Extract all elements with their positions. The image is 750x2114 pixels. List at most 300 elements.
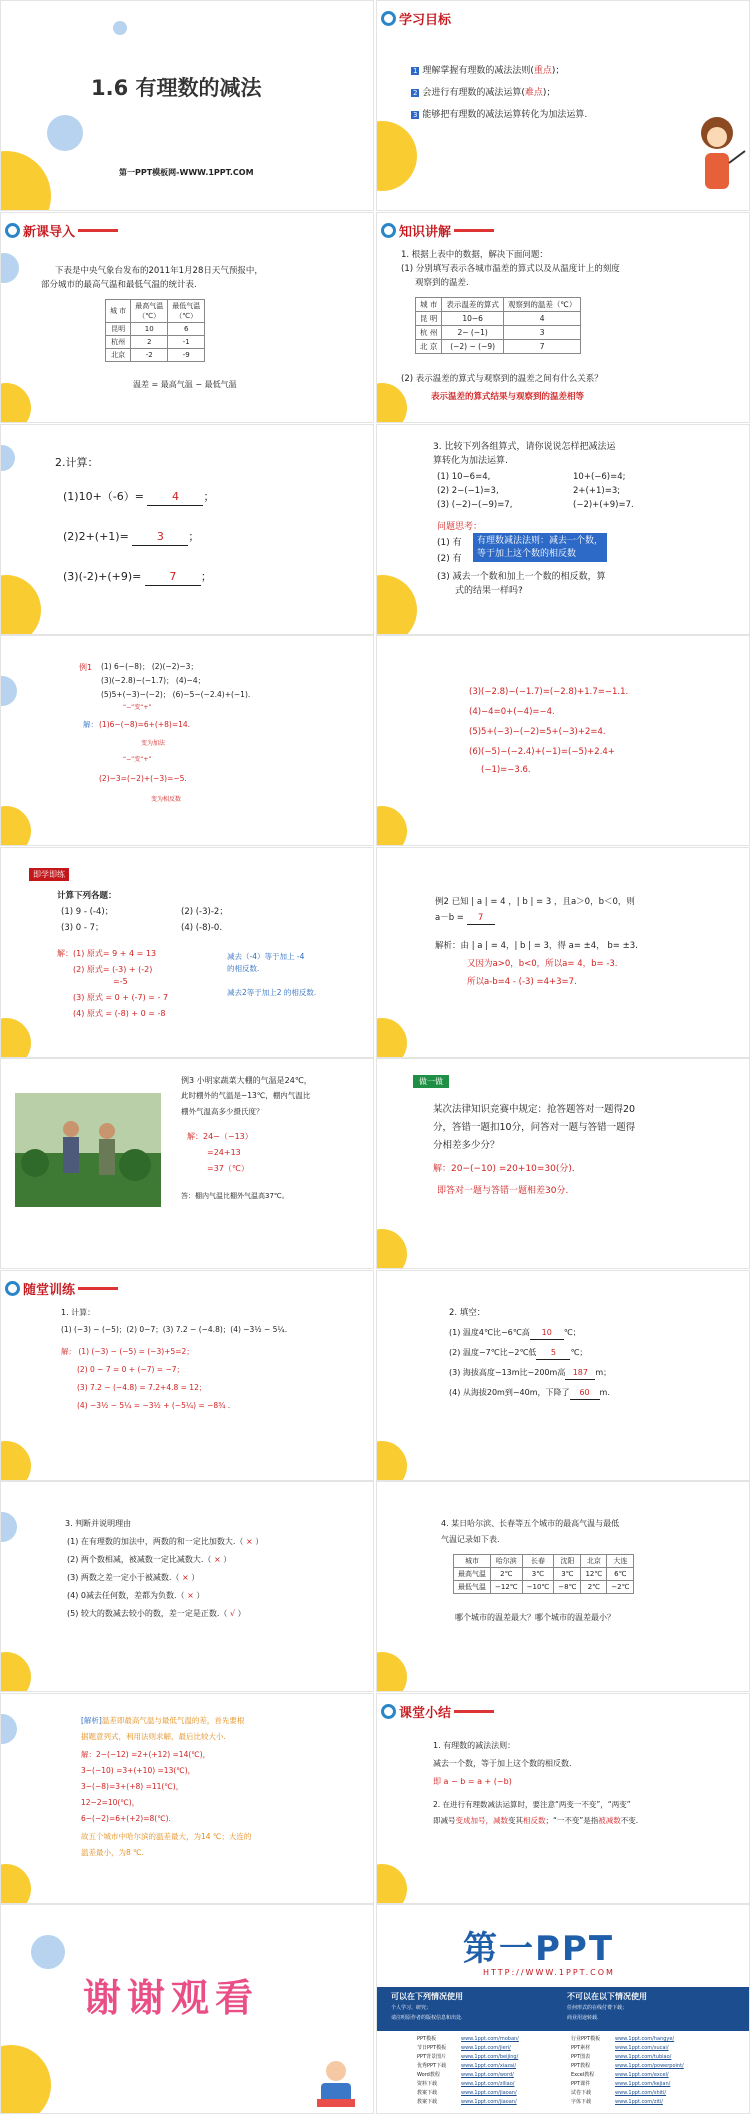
slide-copyright[interactable]: [376, 1904, 750, 2114]
example-text: 例2 已知 | a | = 4 ，| b | = 3 ，且a＞0，b＜0，则: [435, 897, 635, 907]
resource-link-label: Word教程: [417, 2072, 440, 2078]
table-cell: 10−6: [442, 312, 504, 326]
section-header: [381, 9, 451, 28]
analysis-text: 温差即最高气温与最低气温的差，首先要根: [101, 1716, 245, 1725]
question-text: 哪个城市的温差最大？哪个城市的温差最小？: [455, 1613, 615, 1622]
decor-circle: [376, 1652, 407, 1692]
question-item: (3) 减去一个数和加上一个数的相反数，算: [437, 572, 606, 582]
table-row: [454, 1581, 634, 1594]
judge-text: (5) 较大的数减去较小的数，差一定是正数.（: [67, 1609, 228, 1618]
fill-answer: 10: [530, 1327, 564, 1340]
solution-line: (3)(−2.8)−(−1.7)=(−2.8)+1.7=−1.1.: [469, 687, 629, 697]
table-cell: 昆明: [106, 323, 131, 336]
goal-emphasis: 重点: [533, 66, 552, 76]
punctuation: ；: [203, 490, 215, 503]
problem-item: (3) 0 - 7；: [61, 923, 104, 933]
resource-link[interactable]: [571, 2044, 684, 2053]
solution-line: 3−(−8)=3+(+8) =11(℃)，: [81, 1782, 184, 1791]
resource-link-label: PPT素材: [571, 2045, 591, 2051]
summary-rule: [433, 1816, 638, 1827]
table-cell: 北 京: [416, 340, 442, 354]
example-text: a－b =: [435, 913, 464, 923]
solution-line: (4)−4=0+(−4)=−4.: [469, 707, 555, 717]
header-icon: [5, 1281, 20, 1296]
note: “−”变“+”: [123, 704, 152, 711]
example-label: 例1: [79, 663, 93, 672]
analysis-intro: [81, 1716, 244, 1727]
resource-link-url[interactable]: www.1ppt.com/ziti/: [615, 2099, 663, 2105]
problem-line: (1) 6−(−8)； (2)(−2)−3；: [101, 662, 198, 671]
table-cell: 昆 明: [416, 312, 442, 326]
resource-link-label: PPT课件: [571, 2081, 591, 2087]
weather-table: [105, 299, 205, 362]
summary-text: 减去一个数，等于加上这个数的相反数.: [433, 1759, 572, 1768]
punctuation: ）: [191, 1573, 200, 1582]
decor-circle: [47, 115, 83, 151]
calc-1: [63, 489, 214, 506]
resource-link[interactable]: [571, 2053, 684, 2062]
decor-circle: [376, 1441, 407, 1481]
judge-1: [67, 1536, 263, 1548]
resource-link-url[interactable]: www.1ppt.com/ziliao/: [461, 2081, 515, 2087]
resource-link[interactable]: [417, 2080, 519, 2089]
calc-2: [63, 529, 199, 546]
fill-unit: ℃；: [570, 1348, 588, 1357]
resource-links-right: [571, 2035, 684, 2107]
resource-link-label: 试卷下载: [571, 2090, 592, 2096]
table-cell: 4: [503, 312, 580, 326]
solution-line: (2)−3=(−2)+(−3)=−5.: [99, 774, 187, 783]
think-label: 问题思考：: [437, 522, 483, 532]
table-cell: 10: [131, 323, 168, 336]
question-text: 气温记录如下表.: [441, 1535, 500, 1544]
site-name: 第一PPT模板网-WWW.1PPT.COM: [119, 168, 254, 177]
goal-text: 理解掌握有理数的减法法则(: [422, 66, 534, 76]
summary-text: 2. 在进行有理数减法运算时，要注意“两变一不变”，“两变”: [433, 1800, 631, 1809]
example-text: 此时棚外的气温是−13℃，棚内气温比: [181, 1091, 311, 1100]
resource-link-url[interactable]: www.1ppt.com/shiti/: [615, 2090, 667, 2096]
calc-answer: 3: [132, 529, 188, 546]
slide-example1-cont[interactable]: [376, 635, 750, 846]
summary-formula: 即 a − b = a + (−b): [433, 1777, 512, 1786]
header-underline: [454, 229, 494, 232]
judge-text: (4) 0减去任何数，差都为负数.（: [67, 1591, 185, 1600]
resource-link[interactable]: [571, 2062, 684, 2071]
resource-links-left: [417, 2035, 519, 2107]
resource-link-label: 教案下载: [417, 2099, 438, 2105]
thanks-text: 谢谢观看: [83, 1976, 260, 2020]
judge-heading: 3. 判断并说明理由: [65, 1519, 132, 1528]
judge-mark: ×: [213, 1555, 221, 1564]
fill-text: (3) 海拔高度−13m比−200m高: [449, 1368, 566, 1377]
decor-circle: [376, 1864, 407, 1904]
resource-link-url[interactable]: www.1ppt.com/beijing/: [461, 2054, 519, 2060]
resource-link-url[interactable]: www.1ppt.com/sucai/: [615, 2045, 669, 2051]
slide-example1[interactable]: [0, 635, 374, 846]
decor-circle: [376, 1229, 407, 1269]
resource-link-label: Excel教程: [571, 2072, 595, 2078]
analysis-line: 又因为a>0，b<0，所以a= 4，b= -3.: [467, 959, 618, 969]
table-cell: -9: [168, 349, 205, 362]
table-cell: 2− (−1): [442, 326, 504, 340]
calc-expression: (3)(-2)+(+9)=: [63, 570, 142, 583]
usage-cannot-heading: 不可以在以下情况使用: [567, 1992, 647, 2001]
child-reading-icon: [311, 2055, 361, 2111]
fill-text: (4) 从海拔20m到−40m，下降了: [449, 1388, 570, 1397]
resource-link-url[interactable]: www.1ppt.com/powerpoint/: [615, 2063, 684, 2069]
note: “−”变“+”: [123, 756, 152, 763]
goal-number: 3: [413, 111, 418, 119]
table-header: 最低气温 （℃）: [168, 300, 205, 323]
question-text: (2) 表示温差的算式与观察到的温差之间有什么关系？: [401, 374, 603, 384]
table-cell: 7: [503, 340, 580, 354]
slide-practice[interactable]: [0, 847, 374, 1058]
slide-drill1[interactable]: [0, 1270, 374, 1481]
section-header: [381, 1702, 494, 1721]
rule-text: 等于加上这个数的相反数: [477, 548, 577, 559]
conclusion-text: 故五个城市中哈尔滨的温差最大，为14 ℃；大连的: [81, 1832, 252, 1841]
calc-expression: (2)2+(+1)=: [63, 530, 129, 543]
formula: 10+(−6)=4;: [573, 472, 626, 482]
problem-item: (1) 9 - (-4)；: [61, 907, 114, 917]
punctuation: ；: [188, 530, 200, 543]
answer-text: 答：棚内气温比棚外气温高37℃。: [181, 1192, 289, 1200]
table-cell: (−2) − (−9): [442, 340, 504, 354]
section-header: [5, 1279, 118, 1298]
goal-text: 会进行有理数的减法运算(: [422, 88, 525, 98]
slide-thanks[interactable]: [0, 1904, 374, 2114]
resource-link-label: 行业PPT模板: [571, 2036, 601, 2042]
resource-link[interactable]: [417, 2071, 519, 2080]
resource-link[interactable]: [571, 2098, 684, 2107]
header-icon: [381, 223, 396, 238]
judge-text: (1) 在有理数的加法中，两数的和一定比加数大.（: [67, 1537, 244, 1546]
resource-link[interactable]: [417, 2044, 519, 2053]
table-row: [106, 349, 205, 362]
decor-circle: [0, 1652, 31, 1692]
resource-link-url[interactable]: www.1ppt.com/excel/: [615, 2072, 669, 2078]
slide-explain[interactable]: [376, 212, 750, 423]
table-header: 北京: [581, 1555, 607, 1568]
question-item: (2) 有: [437, 554, 462, 564]
question-item: 式的结果一样吗?: [455, 586, 523, 596]
resource-link[interactable]: [571, 2089, 684, 2098]
page-title: 1.6 有理数的减法: [91, 76, 262, 100]
punctuation: ）: [237, 1609, 246, 1618]
resource-link[interactable]: [571, 2080, 684, 2089]
formula: (−2)+(+9)=7.: [573, 500, 634, 510]
header-label: 课堂小结: [399, 1702, 451, 1721]
rule-text: 有理数减法法则：减去一个数，: [477, 536, 604, 546]
header-label: 随堂训练: [23, 1279, 75, 1298]
solution-line: =24+13: [207, 1148, 241, 1157]
question-text: 算转化为加法运算.: [433, 456, 508, 466]
resource-link-url[interactable]: www.1ppt.com/tubiao/: [615, 2054, 672, 2060]
table-cell: −2℃: [607, 1581, 634, 1594]
decor-circle: [376, 1018, 407, 1058]
greenhouse-photo-icon: [15, 1093, 161, 1207]
analysis-label: [解析]: [81, 1716, 102, 1725]
solution-line: 12−2=10(℃)，: [81, 1798, 140, 1807]
slide-example3[interactable]: [0, 1058, 374, 1269]
fill-unit: m；: [595, 1368, 612, 1377]
resource-link-url[interactable]: www.1ppt.com/jieri/: [461, 2045, 511, 2051]
goal-text: )；: [551, 66, 565, 76]
resource-link[interactable]: [417, 2098, 519, 2107]
table-header: 城 市: [106, 300, 131, 323]
table-header: 表示温差的算式: [442, 298, 504, 312]
table-header: 大连: [607, 1555, 634, 1568]
goal-text: )；: [542, 88, 556, 98]
solution-line: (6)(−5)−(−2.4)+(−1)=(−5)+2.4+: [469, 747, 615, 757]
judge-text: (3) 两数之差一定小于被减数.（: [67, 1573, 180, 1582]
header-icon: [381, 1704, 396, 1719]
judge-text: (2) 两个数相减，被减数一定比减数大.（: [67, 1555, 212, 1564]
table-cell: 杭州: [106, 336, 131, 349]
judge-2: [67, 1554, 231, 1566]
resource-link-url[interactable]: www.1ppt.com/word/: [461, 2072, 514, 2078]
resource-link[interactable]: [417, 2089, 519, 2098]
resource-link-label: PPT模板: [417, 2036, 437, 2042]
table-cell: −12℃: [491, 1581, 523, 1594]
resource-link-label: PPT背景图片: [417, 2054, 447, 2060]
usage-item: 个人学习、研究；: [391, 2005, 432, 2011]
resource-link-url[interactable]: www.1ppt.com/hangye/: [615, 2036, 675, 2042]
slide-drill2[interactable]: [376, 1270, 750, 1481]
question-text: (1) 分别填写表示各城市温差的算式以及从温度计上的刻度: [401, 264, 620, 274]
table-cell: 2℃: [581, 1581, 607, 1594]
usage-item: 请注明原作者的版权信息和出处.: [391, 2015, 463, 2021]
fill-answer: 5: [536, 1347, 570, 1360]
solution-line: (4) 原式 = (-8) + 0 = -8: [73, 1009, 166, 1018]
decor-circle: [0, 2045, 51, 2114]
slide-judge[interactable]: [0, 1481, 374, 1692]
fill-answer: 187: [565, 1367, 595, 1380]
problem-line: (5)5+(−3)−(−2)； (6)−5−(−2.4)+(−1).: [101, 690, 251, 699]
decor-circle: [31, 1935, 65, 1969]
solution-line: 解：(1) 原式= 9 + 4 = 13: [57, 949, 157, 958]
brand-logo: 第一PPT: [463, 1929, 615, 1969]
table-cell: 3℃: [554, 1568, 581, 1581]
goal-number: 1: [413, 67, 418, 75]
table-header: 城 市: [416, 298, 442, 312]
decor-circle: [0, 383, 31, 423]
solution-line: (5)5+(−3)−(−2)=5+(−3)+2=4.: [469, 727, 606, 737]
header-label: 学习目标: [399, 9, 451, 28]
punctuation: ）: [196, 1591, 205, 1600]
table-row: [454, 1568, 634, 1581]
resource-link-label: 字体下载: [571, 2099, 592, 2105]
section-header: [5, 221, 118, 240]
slide-cities[interactable]: [376, 1481, 750, 1692]
solution-line: 解：24−（−13）: [187, 1132, 253, 1141]
table-cell: 杭 州: [416, 326, 442, 340]
resource-link-url[interactable]: www.1ppt.com/kejian/: [615, 2081, 671, 2087]
header-underline: [454, 1710, 494, 1713]
resource-link[interactable]: [417, 2035, 519, 2044]
resource-link-url[interactable]: www.1ppt.com/moban/: [461, 2036, 519, 2042]
solution-line: (−1)=−3.6.: [481, 765, 531, 775]
table-header: 哈尔滨: [491, 1555, 523, 1568]
summary-text: 变其: [508, 1816, 523, 1825]
slide-analysis[interactable]: [0, 1693, 374, 1904]
summary-text: 1. 有理数的减法法则：: [433, 1741, 516, 1750]
goal-emphasis: 难点: [524, 88, 543, 98]
slide-compare[interactable]: [376, 424, 750, 635]
table-header-row: [106, 300, 205, 323]
analysis-line: 解析：由 | a | = 4，| b | = 3，得 a= ±4， b= ±3.: [435, 941, 638, 951]
note: 变为相反数: [151, 796, 182, 803]
table-cell: -1: [168, 336, 205, 349]
judge-4: [67, 1590, 204, 1602]
analysis-text: 据题意列式，利用法则求解，最后比较大小.: [81, 1732, 226, 1741]
temperature-table: [415, 297, 581, 354]
resource-link-url[interactable]: www.1ppt.com/xiazai/: [461, 2063, 517, 2069]
section-header: [381, 221, 494, 240]
decor-circle: [113, 21, 127, 35]
goal-3: [411, 109, 587, 122]
problem-text: 分，答错一题扣10分，问答对一题与答错一题得: [433, 1122, 636, 1133]
table-row: [416, 326, 581, 340]
punctuation: ）: [255, 1537, 264, 1546]
formula: 温差 = 最高气温 − 最低气温: [133, 380, 237, 389]
table-cell: 北京: [106, 349, 131, 362]
fill-2: [449, 1347, 587, 1360]
resource-link[interactable]: [417, 2053, 519, 2062]
fill-unit: ℃；: [563, 1328, 581, 1337]
judge-5: [67, 1608, 246, 1620]
header-label: 新课导入: [23, 221, 75, 240]
drill-question: (1) (−3) − (−5)；(2) 0−7；(3) 7.2 − (−4.8)；(4) −3½ − 5¼.: [61, 1325, 288, 1334]
example-text: 例3 小明家蔬菜大棚的气温是24℃，: [181, 1076, 312, 1085]
table-header: 长春: [522, 1555, 554, 1568]
header-icon: [381, 11, 396, 26]
drill-heading: 2. 填空：: [449, 1308, 486, 1318]
example-answer: 7: [467, 912, 495, 925]
conclusion-text: 温差最小，为8 ℃.: [81, 1848, 144, 1857]
slide-intro[interactable]: [0, 212, 374, 423]
judge-mark: ×: [181, 1573, 189, 1582]
header-underline: [78, 1287, 118, 1290]
resource-link-url[interactable]: www.1ppt.com/jiaoan/: [461, 2090, 517, 2096]
calc-expression: (1)10+（-6）=: [63, 490, 144, 503]
table-header-row: [416, 298, 581, 312]
try-badge: 做一做: [413, 1075, 449, 1088]
table-cell: 12℃: [581, 1568, 607, 1581]
resource-link-url[interactable]: www.1ppt.com/jiaoan/: [461, 2099, 517, 2105]
drill-heading: 1. 计算：: [61, 1308, 96, 1317]
resource-link[interactable]: [571, 2071, 684, 2080]
practice-heading: 计算下列各题：: [57, 891, 117, 901]
slide-calc[interactable]: [0, 424, 374, 635]
table-header: 最高气温 （℃）: [131, 300, 168, 323]
question-text: 1. 根据上表中的数据，解决下面问题：: [401, 250, 548, 260]
decor-circle: [0, 1512, 17, 1542]
formula: (1) 10−6=4,: [437, 472, 491, 482]
resource-link-label: 资料下载: [417, 2081, 438, 2087]
calc-answer: 4: [147, 489, 203, 506]
question-text: 3. 比较下列各组算式，请你说说怎样把减法运: [433, 442, 616, 452]
solution-line: =37（℃）: [207, 1164, 249, 1173]
header-label: 知识讲解: [399, 221, 451, 240]
table-cell: 2℃: [491, 1568, 523, 1581]
table-cell: 6℃: [607, 1568, 634, 1581]
calc-heading: 2.计算：: [55, 456, 99, 469]
resource-link-label: PPT教程: [571, 2063, 591, 2069]
decor-circle: [0, 1714, 17, 1744]
table-header-row: [454, 1555, 634, 1568]
table-cell: 3: [503, 326, 580, 340]
example-blank: [435, 912, 495, 925]
fill-answer: 60: [570, 1387, 600, 1400]
table-cell: 3℃: [522, 1568, 554, 1581]
calc-answer: 7: [145, 569, 201, 586]
question-item: (1) 有: [437, 538, 462, 548]
solution-line: (2) 0 − 7 = 0 + (−7) = −7；: [77, 1365, 184, 1374]
summary-text: 不变.: [620, 1816, 639, 1825]
summary-emphasis: 变成加号，: [455, 1816, 493, 1825]
summary-emphasis: 相反数: [523, 1816, 546, 1825]
example-text: 棚外气温高多少摄氏度？: [181, 1107, 264, 1116]
summary-text: 即减号: [433, 1816, 456, 1825]
judge-3: [67, 1572, 199, 1584]
table-cell: 最高气温: [454, 1568, 491, 1581]
solution-line: (4) −3½ − 5¼ = −3½ + (−5¼) = −8¾ .: [77, 1401, 231, 1410]
formula: (2) 2−(−1)=3,: [437, 486, 499, 496]
header-underline: [78, 229, 118, 232]
table-row: [416, 340, 581, 354]
formula: 2+(+1)=3;: [573, 486, 621, 496]
usage-can-heading: 可以在下列情况使用: [391, 1992, 463, 2001]
table-cell: 6: [168, 323, 205, 336]
note: 变为加法: [141, 740, 166, 747]
table-cell: -2: [131, 349, 168, 362]
solution-line: 解：20−(−10) =20+10=30(分)．: [433, 1164, 581, 1174]
decor-circle: [0, 253, 19, 283]
slide-title[interactable]: [0, 0, 374, 211]
practice-badge: 即学即练: [29, 868, 69, 881]
table-cell: 最低气温: [454, 1581, 491, 1594]
analysis-line: 所以a-b=4 - (-3) =4+3=7.: [467, 977, 577, 987]
table-cell: −8℃: [554, 1581, 581, 1594]
fill-3: [449, 1367, 611, 1380]
solution-label: 解：: [83, 720, 98, 729]
slide-goals[interactable]: [376, 0, 750, 211]
brand-url[interactable]: HTTP://WWW.1PPT.COM: [483, 1968, 615, 1977]
solution-line: (2) 原式= (-3) + (-2): [73, 965, 153, 974]
table-row: [106, 323, 205, 336]
table-header: 城市: [454, 1555, 491, 1568]
intro-text: 部分城市的最高气温和最低气温的统计表.: [41, 280, 197, 290]
judge-mark: √: [229, 1609, 236, 1618]
problem-item: (2) (-3)-2；: [181, 907, 228, 917]
decor-circle: [376, 121, 417, 191]
problem-line: (3)(−2.8)−(−1.7)； (4)−4；: [101, 676, 206, 685]
hint-text: 的相反数.: [227, 964, 260, 973]
table-cell: 2: [131, 336, 168, 349]
judge-mark: ×: [245, 1537, 253, 1546]
usage-item: 任何形式的在线付费下载；: [567, 2005, 628, 2011]
resource-link[interactable]: [571, 2035, 684, 2044]
slide-summary[interactable]: [376, 1693, 750, 1904]
formula: (3) (−2)−(−9)=7,: [437, 500, 513, 510]
table-row: [106, 336, 205, 349]
slide-example2[interactable]: [376, 847, 750, 1058]
resource-link[interactable]: [417, 2062, 519, 2071]
usage-item: 商业用途转载.: [567, 2015, 599, 2021]
answer-text: 表示温差的算式结果与观察到的温差相等: [431, 392, 585, 402]
slide-try[interactable]: [376, 1058, 750, 1269]
